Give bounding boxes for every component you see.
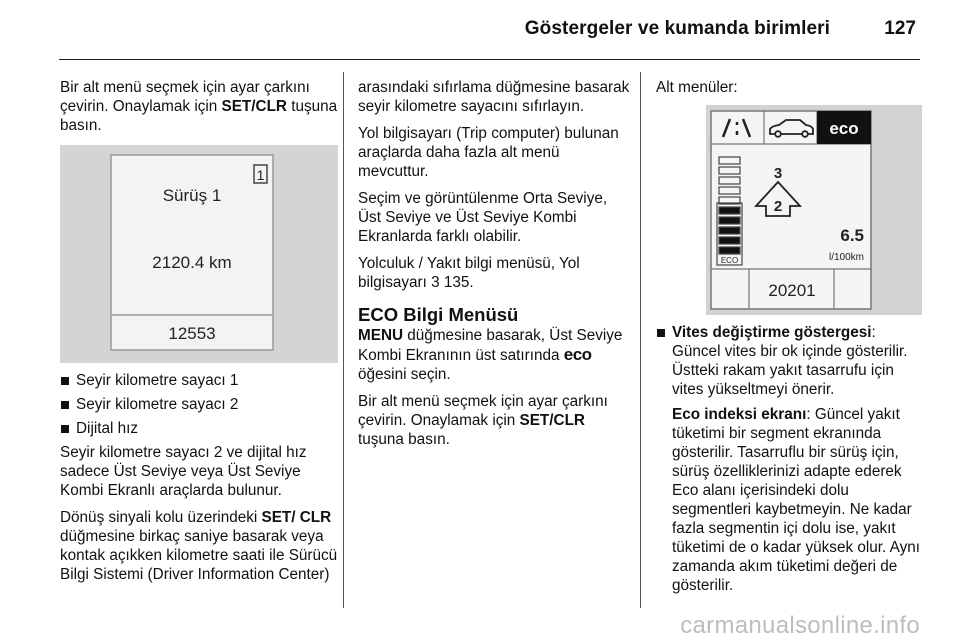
paragraph: Yolculuk / Yakıt bilgi menüsü, Yol bilgisayarı 3 135. [358,255,580,291]
page-header-title: Göstergeler ve kumanda birimleri [524,18,830,39]
list-item: Dijital hız [60,419,338,438]
middle-column [358,78,630,457]
eco-symbol: eco [563,345,592,364]
right-column [656,78,924,603]
paragraph: arasındaki sıfırlama düğmesine basarak seyir kilometre sayacını sıfırlayın. [358,79,630,115]
section-title: ECO Bilgi Menüsü [358,304,519,325]
trip-odometer-display [60,145,338,363]
paragraph: Seçim ve görüntülenme Orta Seviye, Üst Seviye ve Üst Seviye Kombi Ekranlarda farklı olabilir. [358,190,608,245]
paragraph: Dönüş sinyali kolu üzerindeki SET/ CLR düğmesine birkaç saniye basarak veya kontak açıkken kilometre saati ile Sürücü Bilgi Sistemi (Driver Information Center) [60,509,338,583]
bullet-list [60,371,338,438]
consumption-unit: l/100km [828,252,864,263]
column-divider-2 [640,72,641,608]
paragraph: Yol bilgisayarı (Trip computer) bulunan araçlarda daha fazla alt menü mevcuttur. [358,125,619,180]
eco-area-label: ECO [720,256,739,265]
trip-indicator: 1 [256,167,265,183]
paragraph: Bir alt menü seçmek için ayar çarkını çevirin. Onaylamak için SET/CLR tuşuna basın. [358,393,608,448]
paragraph: MENU düğmesine basarak, Üst Seviye Kombi Ekranının üst satırında eco öğesini seçin. [358,327,623,383]
list-item: Vites değiştirme göstergesi: Güncel vites bir ok içinde gösterilir. Üstteki rakam yakıt tasarrufu için vites yükseltmeyi önerir. [656,323,924,399]
consumption-value: 6.5 [840,226,864,245]
current-gear: 2 [773,198,783,215]
paragraph: Bir alt menü seçmek için ayar çarkını çevirin. Onaylamak için SET/CLR tuşuna basın. [60,79,338,134]
page-number: 127 [884,18,916,39]
watermark: carmanualsonline.info [680,612,920,639]
eco-tab-label: eco [829,119,859,138]
list-item: Seyir kilometre sayacı 1 [60,371,338,390]
eco-menu-display [706,105,922,315]
list-item: Seyir kilometre sayacı 2 [60,395,338,414]
paragraph: Eco indeksi ekranı: Güncel yakıt tüketimi bir segment ekranında gösterilir. Tasarruflu bir sürüş için, sürüş özelliklerinizi adapte ederek Eco alanı içerisindeki dolu segmentleri kaybetmeyin. Ne kadar fazla segmentin içi dolu ise, yakıt tüketimi de o kadar yüksek olur. Aynı zamanda akım tüketimi değeri de gösterilir. [672,406,920,594]
trip-distance: 2120.4 km [152,253,232,272]
bullet-list [656,323,924,399]
odometer-value: 20201 [768,281,816,300]
left-column [60,78,338,592]
paragraph: Seyir kilometre sayacı 2 ve dijital hız sadece Üst Seviye veya Üst Seviye Kombi Ekranlı araçlarda bulunur. [60,444,307,499]
recommended-gear: 3 [773,165,783,182]
trip-title: Sürüş 1 [162,186,222,205]
odometer-value: 12553 [168,324,216,343]
header-divider [59,59,920,60]
paragraph: Alt menüler: [656,79,738,96]
column-divider-1 [343,72,344,608]
